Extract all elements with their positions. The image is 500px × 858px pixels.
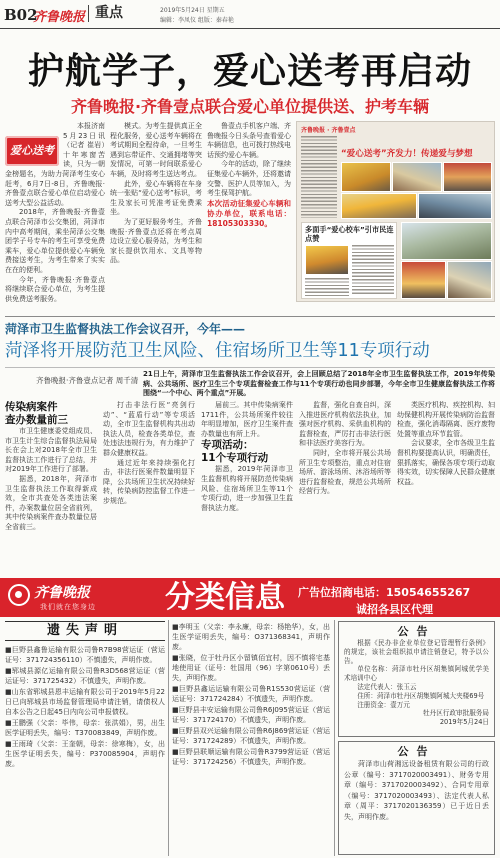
article2-headline: 菏泽将开展防范卫生风险、住宿场所卫生等11专项行动 xyxy=(5,341,430,361)
notice-title: 公告 xyxy=(397,625,436,638)
notice-capital: 注册资金：壹万元 xyxy=(357,700,410,709)
paragraph: 今年的活动，除了继续征集爱心车辆外，还将邀请交警、医护人员等加入，为考生保驾护航。 xyxy=(207,160,291,198)
article2-kicker: 菏泽市卫生监督执法工作会议召开，今年—— xyxy=(5,322,246,336)
section-divider xyxy=(5,316,495,317)
article2-column-2 xyxy=(103,401,195,576)
notice-unit: 单位名称：菏泽市牡丹区胡集镇阿城优学美术培训中心 xyxy=(344,665,489,683)
list-item: ■巨野县丰安运输有限公司鲁R6J095营运证（营运证号：371724170）不慎遗失，声明作废。 xyxy=(172,706,330,724)
article1-headline: 护航学子，爱心送考再启动 xyxy=(27,51,472,92)
paragraph: 为了更好服务考生，齐鲁晚报·齐鲁壹点还将在考点周边设立爱心服务站，为考生和家长提供饮用水、文具等物品。 xyxy=(110,217,202,265)
photo xyxy=(401,222,492,260)
photo xyxy=(341,193,417,219)
paragraph: 通过近年来持续强化打击，非法行医案件数量明显下降，公共场所卫生状况持续好转，传染病防控监督工作进一步规范。 xyxy=(103,458,195,505)
paragraph: 打击非法行医“亮剑行动”、“蓝盾行动”等专项活动，全市卫生监督机构共出动执法人员，检查各类单位，查处违法违规行为，有力维护了群众健康权益。 xyxy=(103,401,195,457)
contact-note: 本次活动征集爱心车辆和协办单位，联系电话：18105303330。 xyxy=(207,198,291,228)
article2-byline: 齐鲁晚报·齐鲁壹点记者 周千清 xyxy=(36,376,139,385)
lost-notices-middle xyxy=(172,622,330,856)
banner-logo-text: 齐鲁晚报 xyxy=(34,585,90,601)
photo xyxy=(401,261,446,299)
issue-date: 2019年5月24日 星期五 xyxy=(160,7,225,14)
agent-recruit: 诚招各县区代理 xyxy=(356,603,433,616)
paragraph: 据悉，2018年，菏泽市卫生监督执法工作取得新成效，全市共查处各类违法案件，办案数量位居全省前列，其中传染病案件查办数量位居全省前三。 xyxy=(5,474,97,531)
article2-column-4 xyxy=(299,401,391,576)
paragraph: 本报济南5月23日讯（记者 崔岩）十年寒窗苦读，只为一朝金榜题名，为助力菏泽考生安心赶考，6月7日-8日，齐鲁晚报·齐鲁壹点联合爱心单位启动爱心送考大型公益活动。 xyxy=(5,122,105,207)
paragraph: 监督，强化自查自纠，深入推进医疗机构依法执业，加强对医疗机构、采供血机构的监督检查，严厉打击非法行医和非法医疗美容行为。 xyxy=(299,401,391,448)
photo xyxy=(305,245,349,275)
subhead xyxy=(201,439,293,465)
article2-column-3 xyxy=(201,401,293,576)
clipping-text-block xyxy=(305,278,349,296)
list-item: ■巨野县双兴运输有限公司鲁R6J869营运证（营运证号：371724289）不慎遗失，声明作废。 xyxy=(172,727,330,745)
notice-signer: 牡丹区行政审批服务局 xyxy=(423,709,489,718)
list-item: ■王雨琦（父亲：王奎朝，母亲：徐寒梅），女，出生医学证明丢失，编号：P370085904，声明作废。 xyxy=(5,740,165,768)
clipping-masthead: 齐鲁晚报 · 齐鲁壹点 xyxy=(301,127,356,134)
subhead-line: 查办数量前三 xyxy=(5,414,68,426)
column-divider xyxy=(334,620,335,856)
list-item: ■巨野县鑫鲁运输有限公司鲁R7B98营运证（营运证号：371724356110）不慎遗失，声明作废。 xyxy=(5,646,165,664)
editors-line: 编辑：李凤仪 组版：秦春艳 xyxy=(160,17,234,24)
notice-legal-rep: 法定代表人：张玉云 xyxy=(357,682,417,691)
notice-body: 根据《民办非企业单位登记管理暂行条例》的规定，该社会组织拟申请注销登记，特予以公告。 xyxy=(344,639,489,665)
subhead-line: 传染病案件 xyxy=(5,401,58,413)
photo xyxy=(447,261,492,299)
section-name: 重点 xyxy=(88,5,123,22)
banner-slogan: 我们就在您身边 xyxy=(40,603,96,611)
newspaper-clipping-image xyxy=(296,121,495,302)
paragraph: 会议要求，全市各级卫生监督机构要提高认识，明确责任，狠抓落实，确保各项专项行动取得实效，切实保障人民群众健康权益。 xyxy=(397,439,495,486)
ad-phone: 广告位招商电话：15054655267 xyxy=(298,586,471,599)
clipping-sub-article xyxy=(301,222,397,299)
photo xyxy=(341,162,391,192)
article2-column-5 xyxy=(397,401,495,576)
paper-logo: 齐鲁晚报 xyxy=(33,10,86,25)
article1-column-2 xyxy=(110,122,202,314)
column-divider xyxy=(168,620,169,856)
subhead-line: 专项活动： xyxy=(201,439,254,452)
notice-box-2 xyxy=(338,741,495,855)
subhead-line: 11个专项行动 xyxy=(201,452,269,465)
list-item: ■郓城县源亿运输有限公司鲁R3D568营运证（营运证号：371725432）不慎遗失，声明作废。 xyxy=(5,667,165,685)
list-item: ■李明玉（父亲：李永廉，母亲：杨艳华），女，出生医学证明丢失，编号：O371368341，声明作废。 xyxy=(172,623,330,651)
paragraph: 同时，全市将开展公共场所卫生专项整治，重点对住宿场所、游泳场所、沐浴场所等进行监督检查，规范公共场所经营行为。 xyxy=(299,448,391,496)
clipping-text-block xyxy=(352,245,394,295)
lost-notice-title: 遗失声明 xyxy=(5,621,165,641)
paragraph: 今年，齐鲁晚报·齐鲁壹点将继续联合爱心单位，为考生提供免费送考服务。 xyxy=(5,275,105,303)
photo xyxy=(392,162,442,192)
headline-rule xyxy=(5,367,495,368)
paragraph: 2018年，齐鲁晚报·齐鲁壹点联合菏泽市公交集团，菏泽市内中高考期间，乘坐菏泽公交集团学子号专车的考生可享受免费乘车，爱心单位提供爱心车辆免费接送考生，为考生带来了实实在在的便利。 xyxy=(5,208,105,274)
list-item: ■巨野县鑫运运输有限公司鲁R1S530营运证（营运证号：371724284）不慎遗失，声明作废。 xyxy=(172,685,330,703)
list-item: ■张晓，位于牡丹区小留镇佰宜村，因不慎将宅基地使用证（证号：牡国用（96）字第0610号）丢失，声明作废。 xyxy=(172,654,330,682)
photo xyxy=(418,193,492,219)
list-item: ■山东省郓城县恩丰运输有限公司于2019年5月22日已向郓城县市场监督管理局申请注销，请债权人自本公告之日起45日内向公司申报债权。 xyxy=(5,688,165,716)
article1-column-1 xyxy=(5,122,105,314)
notice-box-1 xyxy=(338,621,495,737)
love-exam-badge: 爱心送考 xyxy=(5,136,59,166)
classifieds-title: 分类信息 xyxy=(165,580,285,615)
paragraph: 此外，爱心车辆将在车身统一张贴“爱心送考”标识，考生及家长可凭准考证免费乘坐。 xyxy=(110,179,202,217)
paper-logo-icon xyxy=(8,584,30,606)
paragraph: 市卫生健康委党组成员、市卫生计生综合监督执法局局长在会上对2018年全市卫生监督执法工作进行了总结，并对2019年工作进行了部署。 xyxy=(5,427,97,474)
article1-subheadline: 齐鲁晚报·齐鲁壹点联合爱心单位提供送、护考车辆 xyxy=(70,97,430,116)
paragraph: 鲁壹点手机客户端、齐鲁晚报今日头条号查看爱心车辆信息，也可拨打热线电话预约爱心车辆。 xyxy=(207,122,291,159)
photo xyxy=(443,162,492,192)
paragraph: 类医疗机构、疾控机构、妇幼保健机构开展传染病防治监督检查，强化消毒隔离、医疗废物处置等重点环节监管。 xyxy=(397,401,495,438)
notice-title: 公告 xyxy=(397,745,436,758)
notice-date: 2019年5月24日 xyxy=(439,718,489,727)
paragraph: 模式。为考生提供真正全程化服务，爱心送考车辆将在考试期间全程待命，一旦考生遇到忘带证件、交通拥堵等突发情况，可第一时间联系爱心车辆，及时将考生送达考点。 xyxy=(110,122,202,178)
notice-body: 菏泽市山荷湘远设备租赁有限公司的行政公章（编号：3717020003491）、财务专用章（编号：3717020003492）、合同专用章（编号：3717020003493）、法定代表人私章（周平：3717020136359）已于近日丢失，声明作废。 xyxy=(344,760,489,821)
page-number: B02 xyxy=(4,6,38,24)
paragraph: 据悉，2019年菏泽市卫生监督机构将开展防范传染病风险、住宿场所卫生等11个专项行动，进一步加强卫生监督执法力度。 xyxy=(201,465,293,512)
lost-notices-left xyxy=(5,645,165,856)
article2-column-1 xyxy=(5,401,97,576)
list-item: ■王鹏强（父亲：毕伟，母亲：张洪娟），男，出生医学证明丢失，编号：T370083849，声明作废。 xyxy=(5,719,165,737)
clipping-second-headline: 多面手“爱心校车”引市民连点赞 xyxy=(305,225,394,243)
article1-column-3 xyxy=(207,122,291,314)
clipping-text-block xyxy=(301,136,337,218)
subhead xyxy=(5,401,97,427)
clipping-headline: “爱心送考”齐发力！传递爱与梦想 xyxy=(341,149,473,159)
notice-address: 住所：菏泽市牡丹区胡集镇阿城大夹楼69号 xyxy=(357,691,485,700)
list-item: ■巨野县联顺运输有限公司鲁R3799营运证（营运证号：371724256）不慎遗失，声明作废。 xyxy=(172,748,330,766)
article2-lead: 21日上午，菏泽市卫生监督执法工作会议召开，会上回顾总结了2018年全市卫生监督执法工作，2019年传染病、公共场所、医疗卫生三个专项监督检查工作与11个专项行动也同步部署，今年全市卫生健康监督执法工作将围绕“一个中心、两个重点”开展。 xyxy=(143,370,495,397)
paragraph: 届前三。其中传染病案件1711件，公共场所案件较往年明显增加，医疗卫生案件查办数量也有所上升。 xyxy=(201,401,293,438)
